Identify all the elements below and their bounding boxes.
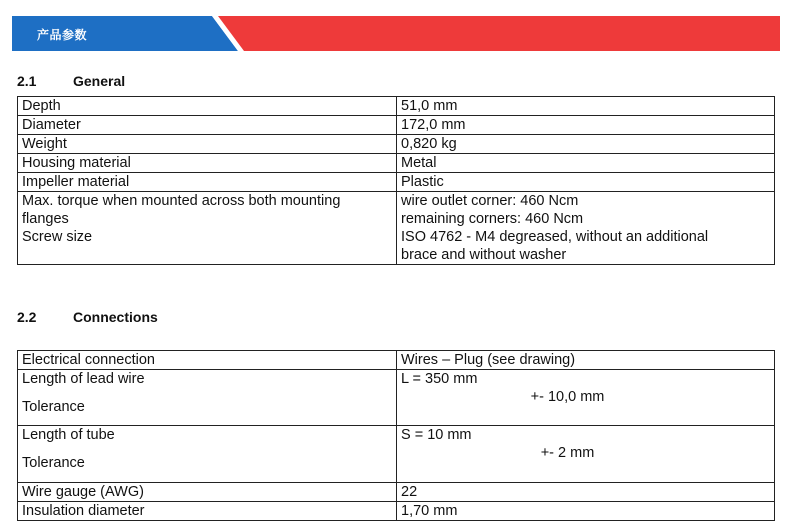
table-row-tube (18, 426, 775, 483)
row-label: Diameter (18, 116, 397, 135)
lead-wire-value: L = 350 mm (401, 371, 478, 387)
section-title: General (73, 73, 126, 89)
tube-value-cell (397, 426, 775, 483)
screw-size-label: Screw size (22, 229, 93, 245)
row-label: Depth (18, 97, 397, 116)
table-row-lead-wire (18, 370, 775, 426)
tube-label-cell (18, 426, 397, 483)
section-banner (12, 16, 780, 51)
row-label: Insulation diameter (18, 502, 397, 521)
section-number: 2.2 (17, 309, 37, 325)
lead-wire-tolerance-label: Tolerance (22, 399, 85, 415)
tube-tolerance-value: +- 2 mm (540, 445, 595, 461)
table-row (18, 116, 775, 135)
tube-label: Length of tube (22, 427, 115, 443)
table-row (18, 483, 775, 502)
row-label: Housing material (18, 154, 397, 173)
torque-value-wire-outlet: wire outlet corner: 460 Ncm (401, 193, 579, 209)
tube-value: S = 10 mm (401, 427, 472, 443)
row-value: 22 (397, 483, 775, 502)
torque-value-remaining: remaining corners: 460 Ncm (401, 211, 584, 227)
banner-graphic (12, 16, 780, 51)
section-heading-connections (17, 309, 158, 325)
table-row-torque (18, 192, 775, 265)
lead-wire-label-cell (18, 370, 397, 426)
tube-tolerance-label: Tolerance (22, 455, 85, 471)
row-label: Weight (18, 135, 397, 154)
section-number: 2.1 (17, 73, 37, 89)
torque-label-cont: flanges (22, 211, 69, 227)
torque-label: Max. torque when mounted across both mounting (22, 193, 341, 209)
row-value: Wires – Plug (see drawing) (397, 351, 775, 370)
section-title: Connections (73, 309, 158, 325)
table-row (18, 351, 775, 370)
row-label: Wire gauge (AWG) (18, 483, 397, 502)
row-label: Electrical connection (18, 351, 397, 370)
table-row (18, 173, 775, 192)
table-row (18, 97, 775, 116)
banner-red-band (218, 16, 780, 51)
torque-value-cell (397, 192, 775, 265)
row-value: 0,820 kg (397, 135, 775, 154)
connections-spec-table (17, 350, 775, 521)
lead-wire-tolerance-value: +- 10,0 mm (530, 389, 605, 405)
screw-size-value: ISO 4762 - M4 degreased, without an additional (401, 229, 709, 245)
row-value: Plastic (397, 173, 775, 192)
table-row (18, 135, 775, 154)
table-row (18, 154, 775, 173)
row-value: 51,0 mm (397, 97, 775, 116)
section-heading-general (17, 73, 125, 89)
row-value: 172,0 mm (397, 116, 775, 135)
screw-size-value-cont: brace and without washer (401, 247, 567, 263)
row-value: Metal (397, 154, 775, 173)
table-row (18, 502, 775, 521)
banner-title: 产品参数 (37, 28, 88, 42)
row-value: 1,70 mm (397, 502, 775, 521)
lead-wire-label: Length of lead wire (22, 371, 145, 387)
lead-wire-value-cell (397, 370, 775, 426)
row-label: Impeller material (18, 173, 397, 192)
torque-label-cell (18, 192, 397, 265)
general-spec-table (17, 96, 775, 265)
